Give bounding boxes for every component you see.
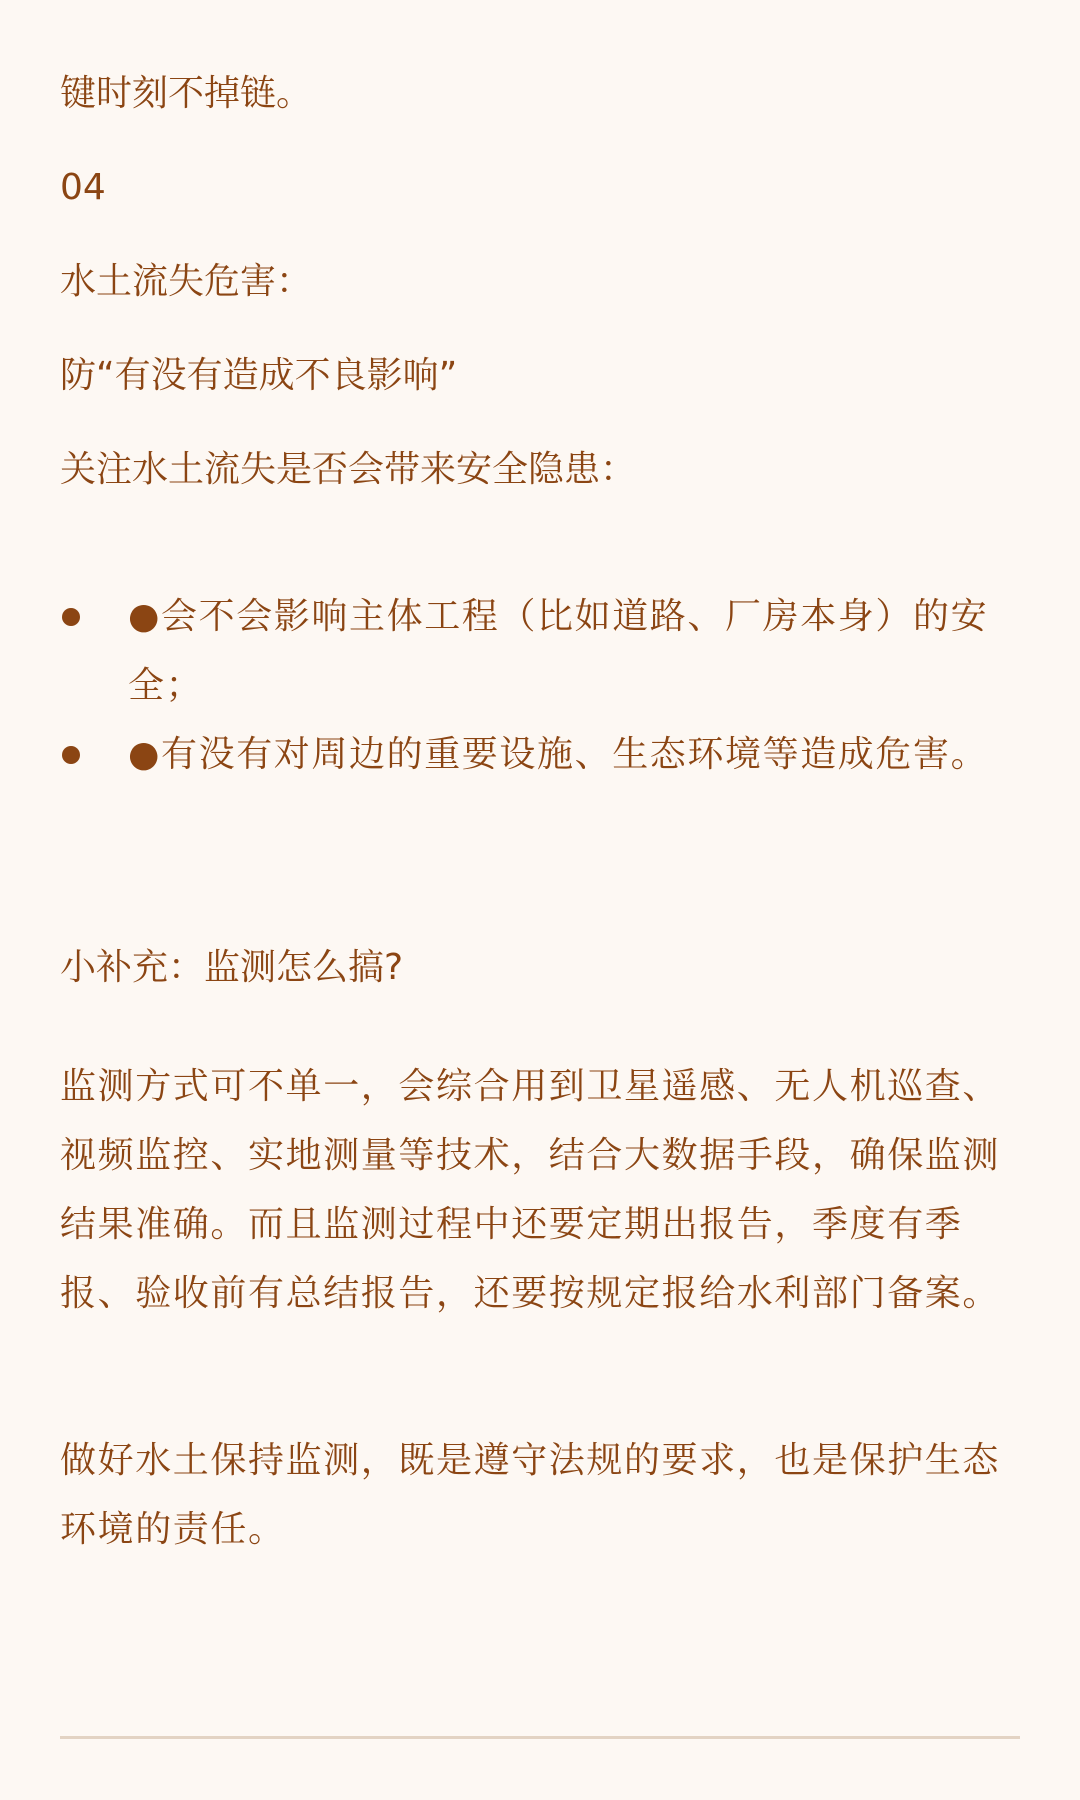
list-item-text: ●有没有对周边的重要设施、生态环境等造成危害。 <box>128 734 989 775</box>
section-number: 04 <box>60 167 106 208</box>
supplement-heading: 小补充：监测怎么搞? <box>60 947 404 988</box>
bullet-dot-icon <box>62 746 80 764</box>
bottom-divider <box>60 1736 1020 1739</box>
list-item <box>60 720 1020 789</box>
fragment-line: 键时刻不掉链。 <box>60 73 313 114</box>
section-title: 水土流失危害： <box>60 261 313 302</box>
section-subtitle: 防“有没有造成不良影响” <box>60 355 458 396</box>
list-item-text: ●会不会影响主体工程（比如道路、厂房本身）的安全； <box>128 596 989 706</box>
hazard-bullet-list <box>60 582 1020 789</box>
closing-paragraph: 做好水土保持监测，既是遵守法规的要求，也是保护生态环境的责任。 <box>60 1440 1001 1550</box>
supplement-body: 监测方式可不单一，会综合用到卫星遥感、无人机巡查、视频监控、实地测量等技术，结合大数据手段，确保监测结果准确。而且监测过程中还要定期出报告，季度有季报、验收前有总结报告，还要按规定报给水利部门备案。 <box>60 1066 1001 1314</box>
list-item <box>60 582 1020 720</box>
section-intro: 关注水土流失是否会带来安全隐患： <box>60 449 637 490</box>
bullet-dot-icon <box>62 608 80 626</box>
